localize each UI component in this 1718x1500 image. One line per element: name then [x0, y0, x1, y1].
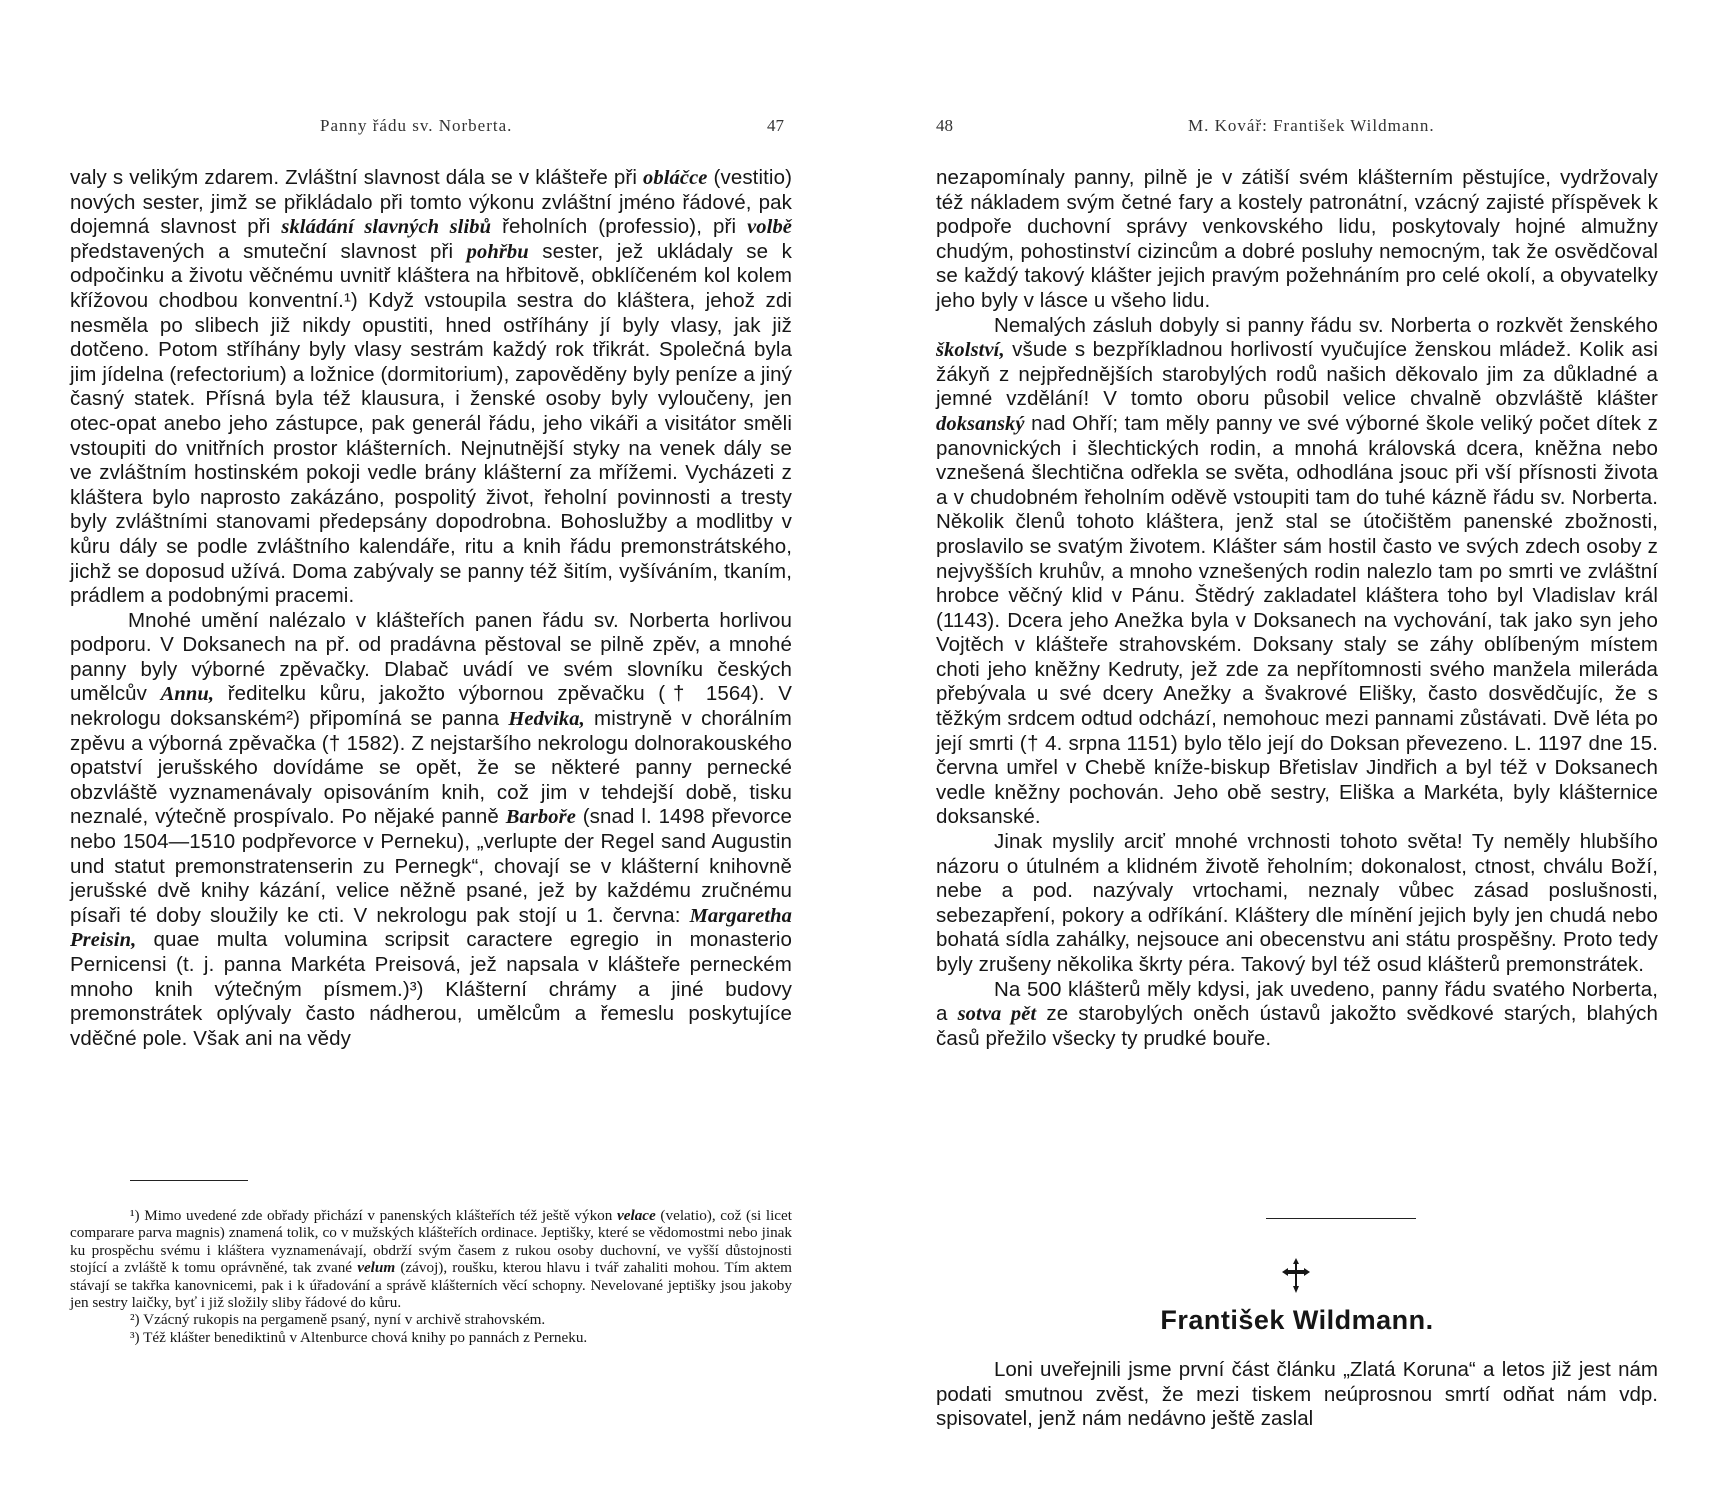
emphasis: obláčce: [643, 167, 708, 189]
emphasis: doksanský: [936, 412, 1025, 435]
article-title: František Wildmann.: [1160, 1305, 1434, 1335]
body-text: [70, 166, 792, 1051]
running-head-title: Panny řádu sv. Norberta.: [320, 116, 513, 135]
emphasis: pohřbu: [466, 240, 529, 263]
emphasis: skládání slavných slibů: [281, 216, 492, 239]
left-page: [70, 0, 792, 1500]
emphasis: Margaretha Preisin,: [70, 904, 792, 952]
section-rule: [1266, 1218, 1416, 1219]
paragraph: valy s velikým zdarem. Zvláštní slavnost dála se v klášteře při obláčce (vestitio) nových sester, jimž se přikládalo při tomto výkonu zvláštní jméno řádové, pak dojemná slavnost při skládání slavných slibů řeholních (professio), při volbě představených a smuteční slavnost při pohřbu sester, jež ukládaly se k odpočinku a životu věčnému uvnitř kláštera na hřbitově, obklíčeném kol kolem křížovou chodbou konventní.¹) Když vstoupila sestra do kláštera, jehož zdi nesměla po slibech již nikdy opustiti, hned ostříhány jí byly vlasy, jak již dotčeno. Potom stříhány byly vlasy sestrám každý rok třikrát. Společná byla jim jídelna (refectorium) a ložnice (dormitorium), zapověděny byly peníze a jiný časný statek. Přísná byla též klausura, i ženské osoby byly vyloučeny, jen otec-opat anebo jeho zástupce, pak generál řádu, jeho vikáři a visitátor směli vstoupiti do vnitřních prostor klášterních. Nejnutnější styky na venek dály se ve zvláštním hostinském pokoji vedle brány klášterní za mřížemi. Vycházeti z kláštera bylo naprosto zakázáno, pospolitý život, řeholní povinnosti a tresty byly zvláštními stanovami předepsány dopodrobna. Bohoslužby a modlitby v kůru dály se podle zvláštního kalendáře, ritu a knih řádu premonstrátského, jichž se doposud užívá. Doma zabývaly se panny též šitím, vyšíváním, tkaním, prádlem a podobnými pracemi.: [70, 166, 792, 608]
paragraph: Loni uveřejnili jsme první část článku „Zlatá Koruna“ a letos již jest nám podati smutnou zvěst, že mezi tiskem neúprosnou smrtí odňat nám vdp. spisovatel, jenž nám nedávno ještě zaslal: [936, 1358, 1658, 1431]
footnotes: [70, 1207, 792, 1346]
article-text: [936, 1358, 1658, 1432]
emphasis: Hedvika,: [508, 708, 585, 731]
footnote-rule: [130, 1180, 248, 1181]
footnote: ¹) Mimo uvedené zde obřady přichází v panenských klášteřích též ještě výkon velace (velatio), což (si licet comparare parva magnis) znamená tolik, co v mužských klášteřích ordinace. Jeptišky, které se vědomostmi nebo jinak ku prospěchu svému i kláštera vyznamenávají, obdrží svým časem z rukou osoby duchovní, ve vyšší důstojnosti stojící a zvláště k tomu oprávněné, tak zvané velum (závoj), roušku, kterou hlavu i tvář zahaliti mohou. Tím aktem stávají se takřka kanovnicemi, pak i k úřadování a správě klášterních věcí schopny. Nevelované jeptišky jsou jakoby jen sestry laičky, byť i již složily sliby řádové do kůru.: [70, 1207, 792, 1312]
body-text: [936, 166, 1658, 1051]
emphasis: volbě: [747, 216, 792, 239]
footnote: ³) Též klášter benediktinů v Altenburce chová knihy po pannách z Perneku.: [130, 1328, 588, 1346]
emphasis: Barboře: [505, 806, 576, 829]
page-number: 48: [936, 116, 953, 135]
emphasis: velum: [357, 1259, 396, 1277]
running-head: [70, 116, 792, 144]
paragraph: nezapomínaly panny, pilně je v zátiší svém klášterním pěstujíce, vydržovaly též nákladem svým četné fary a kostely patronátní, vzácný zajisté příspěvek k podpoře duchovní správy venkovského lidu, poskytovaly hojné almužny chudým, pohostinství cizincům a dobré posluhy nemocným, tak že osvědčoval se každý takový klášter jejich pravým požehnáním pro celé okolí, a obyvatelky jeho byly v lásce u všeho lidu.: [936, 166, 1658, 312]
paragraph: Nemalých zásluh dobyly si panny řádu sv. Norberta o rozkvět ženského školství, všude s bezpříkladnou horlivostí vyučujíce ženskou mládež. Kolik asi žákyň z nejpřednějších starobylých rodů našich děkovalo jim za důkladné a jemné vzdělání! V tomto oboru působil velice chvalně obzvláště klášter doksanský nad Ohří; tam měly panny ve své výborné škole veliký počet dítek z panovnických i šlechtických rodin, a mnohá královská dcera, kněžna nebo vznešená šlechtična odřekla se světa, odhodlána jsouc při vší přísnosti života a v chudobném řeholním oděvě vstoupiti tam do tuhé kázně řádu sv. Norberta. Několik členů tohoto kláštera, jenž stal se útočištěm panenské zbožnosti, proslavilo se svatým životem. Klášter sám hostil často ve svých zdech osoby z nejvyšších kruhův, a mnoho vznešených rodin nalezlo tam po smrti ve zvláštní hrobce věčný klid v Pánu. Štědrý zakladatel kláštera toho byl Vladislav král (1143). Dcera jeho Anežka byla v Doksanech na vychování, tak jako syn jeho Vojtěch v klášteře strahovském. Doksany staly se záhy oblíbeným místem choti jeho kněžny Kedruty, jež zde za nepřítomnosti svého manžela mileráda přebývala u své dcery Anežky a švakrové Elišky, často dosvědčujíc, že s těžkým srdcem odtud odchází, nemohouc mezi pannami zůstávati. Dvě léta po její smrti († 4. srpna 1151) bylo tělo její do Doksan převezeno. L. 1197 dne 15. června umřel v Chebě kníže-biskup Břetislav Jindřich a byl též v Doksanech vedle kněžny pochován. Jeho obě sestry, Eliška a Markéta, byly klášternice doksanské.: [936, 313, 1658, 829]
running-head-title: M. Kovář: František Wildmann.: [1188, 116, 1435, 135]
emphasis: školství,: [936, 339, 1005, 362]
running-head: [936, 116, 1658, 144]
paragraph: Jinak myslily arciť mnohé vrchnosti tohoto světa! Ty neměly hlubšího názoru o útulném a klidném životě řeholním; dokonalost, ctnost, chválu Boží, nebe a pod. nazývaly vrtochami, neznaly vůbec zásad poslušnosti, sebezapření, pokory a odříkání. Kláštery dle mínění jejich byly jen chudá nebo bohatá sídla zahálky, nejsouce ani obecenstvu ani státu prospěšny. Proto tedy byly zrušeny několika škrty péra. Takový byl též osud klášterů premonstrátek.: [936, 830, 1658, 976]
paragraph: Na 500 klášterů měly kdysi, jak uvedeno, panny řádu svatého Norberta, a sotva pět ze starobylých oněch ústavů jakožto svědkové starých, blahých časů přežilo všecky ty prudké bouře.: [936, 977, 1659, 1050]
emphasis: Annu,: [160, 683, 215, 706]
paragraph: Mnohé umění nalézalo v klášteřích panen řádu sv. Norberta horlivou podporu. V Doksanech na př. od pradávna pěstoval se pilně zpěv, a mnohé panny byly výborné zpěvačky. Dlabač uvádí ve svém slovníku českých umělcův Annu, ředitelku kůru, jakožto výbornou zpěvačku († 1564). V nekrologu doksanském²) připomíná se panna Hedvika, mistryně v chorálním zpěvu a výborná zpěvačka († 1582). Z nejstaršího nekrologu dolnorakouského opatství jerušského dovídáme se opět, že se některé panny pernecké obzvláště vyznamenávaly opisováním knih, což jim v tehdejší době, tisku neznalé, výtečně prospívalo. Po nějaké panně Barboře (snad l. 1498 převorce nebo 1504—1510 podpřevorce v Perneku), „verlupte der Regel sand Augustin und statut premonstratenserin zu Pernegk“, chovají se v klášterní knihovně jerušské dvě knihy kázání, velice něžně psané, jež by každému zručnému písaři té doby sloužily ke cti. V nekrologu pak stojí u 1. června: Margaretha Preisin, quae multa volumina scripsit caractere egregio in monasterio Pernicensi (t. j. panna Markéta Preisová, jež napsala v klášteře perneckém mnoho knih výtečným písmem.)³) Klášterní chrámy a jiné budovy premonstrátek oplývaly často nádherou, umělcům a řemeslu poskytujíce vděčné pole. Však ani na vědy: [70, 608, 792, 1050]
right-page: [936, 0, 1658, 1500]
emphasis: sotva pět: [957, 1003, 1037, 1026]
footnote: ²) Vzácný rukopis na pergameně psaný, nyní v archivě strahovském.: [130, 1311, 546, 1329]
cross-ornament-icon: [1276, 1255, 1316, 1295]
emphasis: velace: [617, 1207, 656, 1224]
page-number: 47: [767, 116, 784, 135]
